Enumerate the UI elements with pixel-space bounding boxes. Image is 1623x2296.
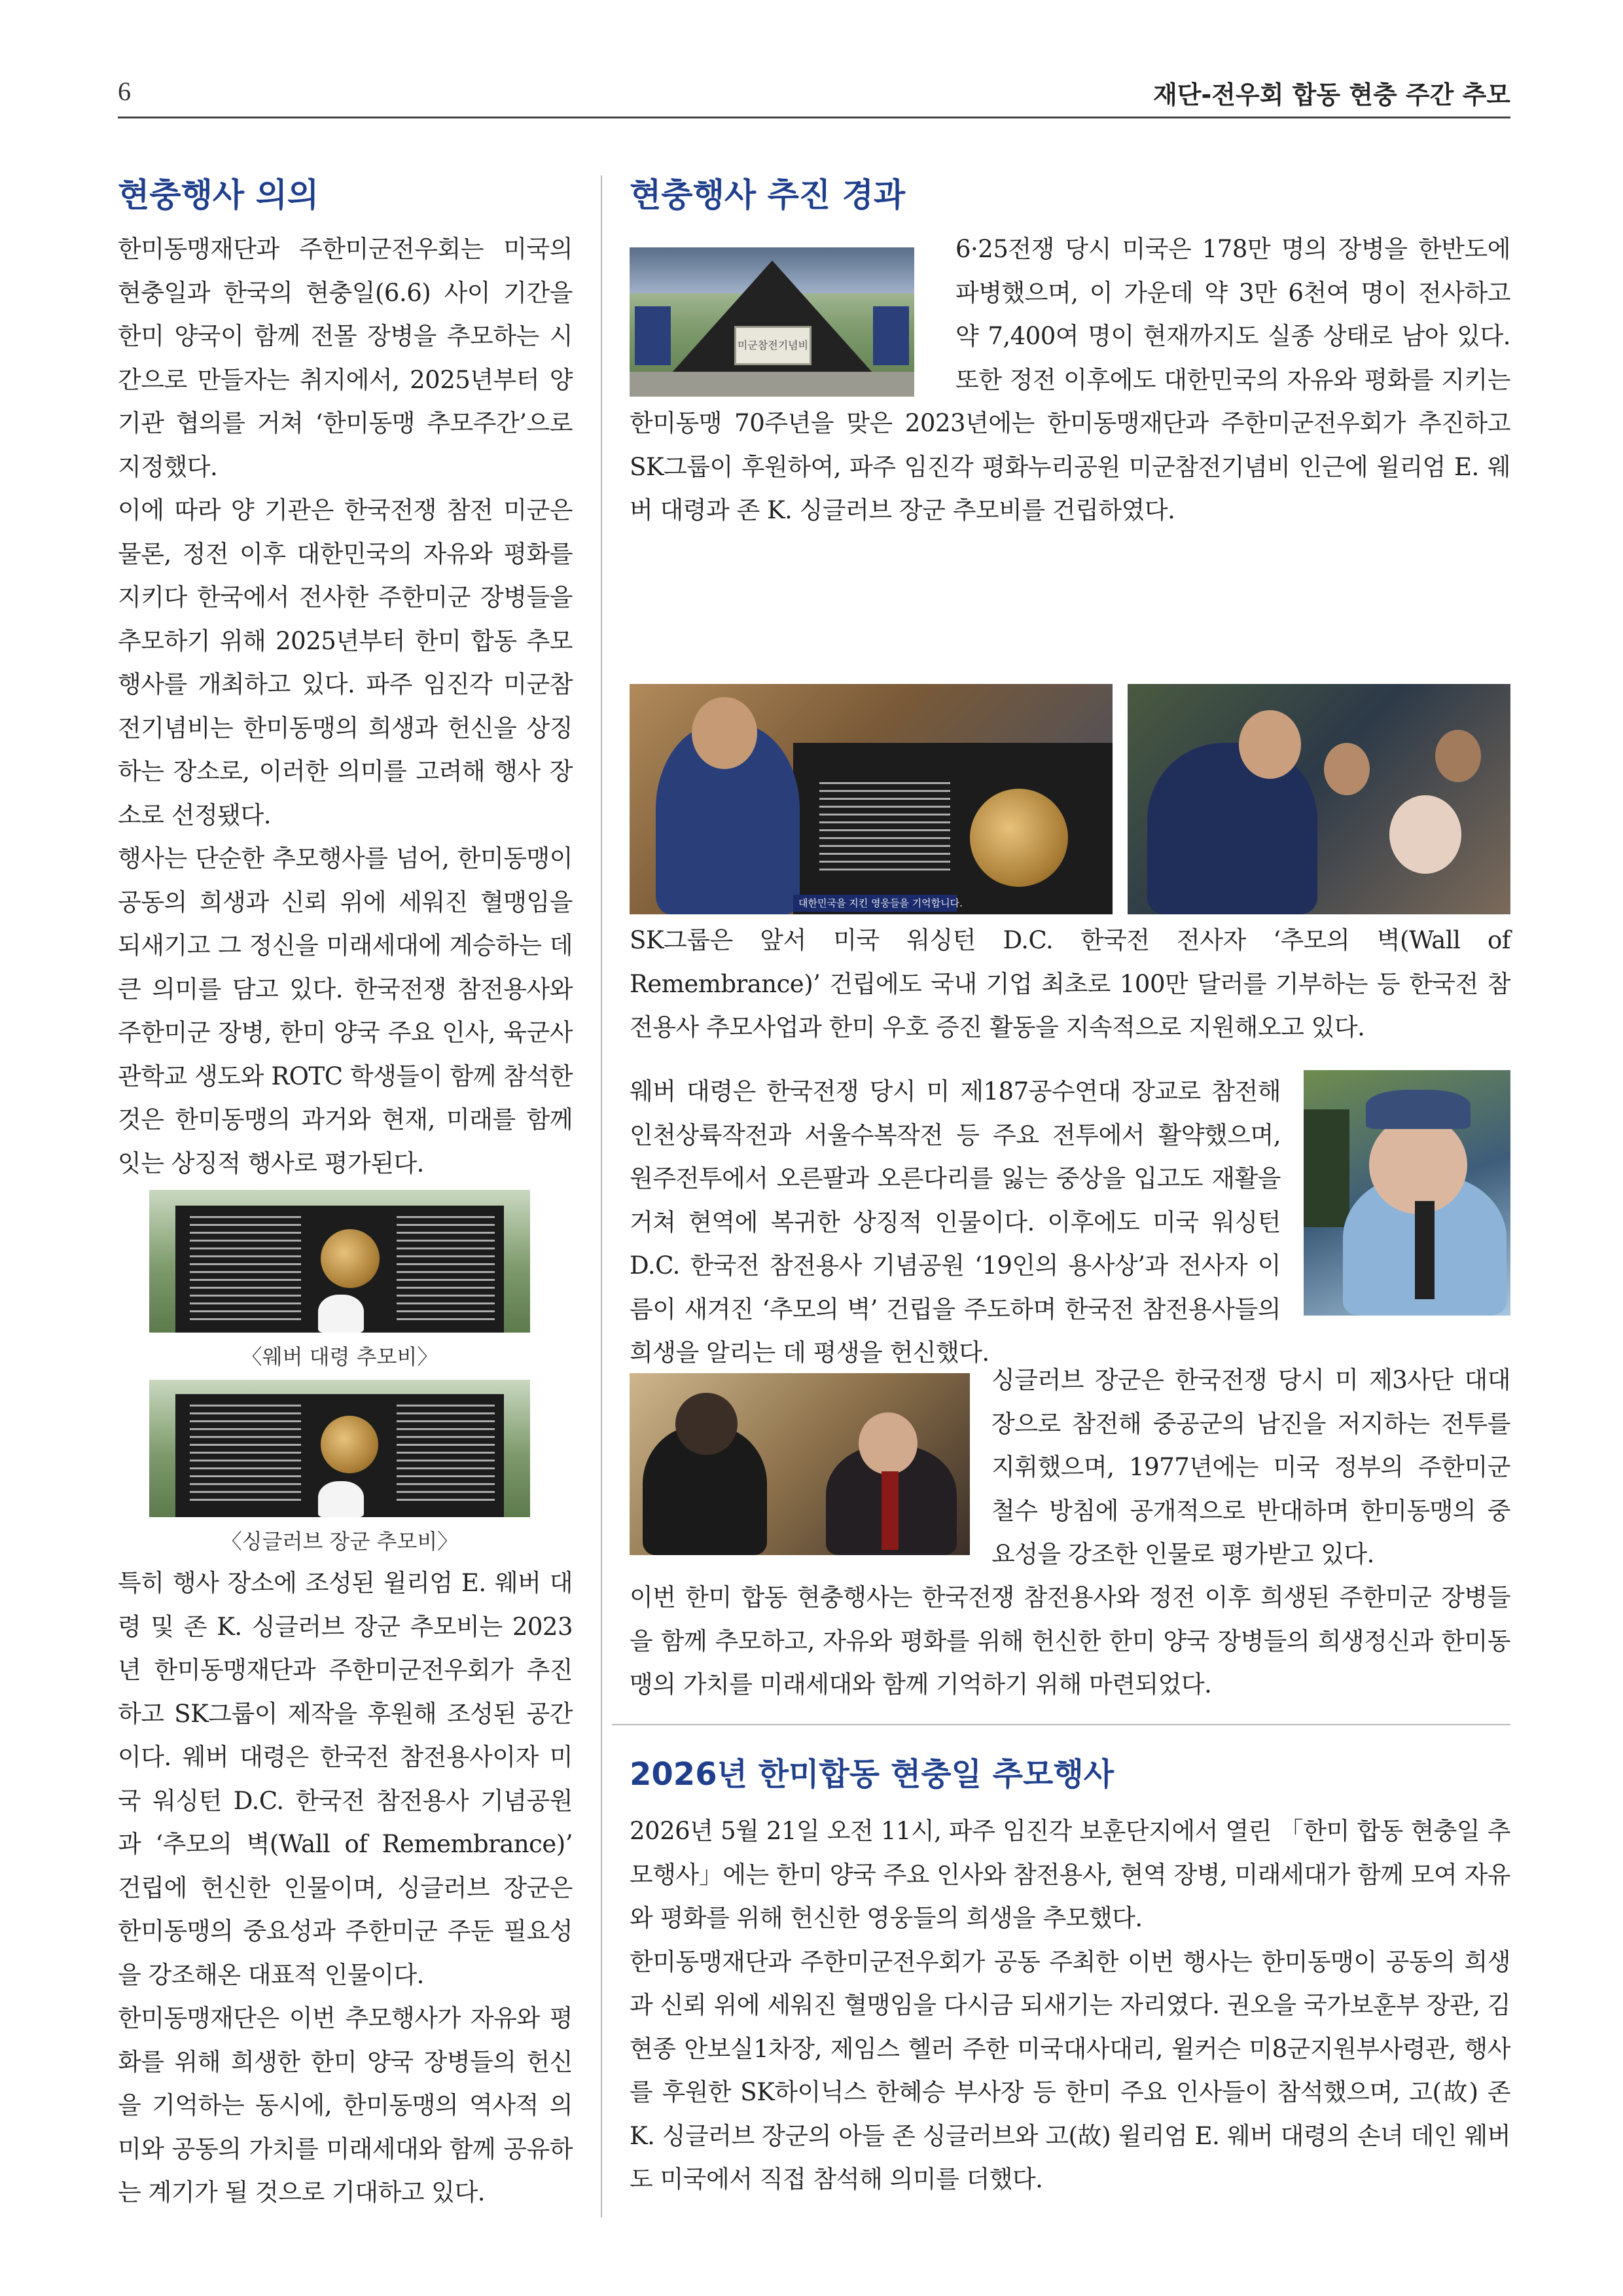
greeting-veterans-photo bbox=[1128, 684, 1510, 914]
paragraph: SK그룹은 앞서 미국 워싱턴 D.C. 한국전 전사자 ‘추모의 벽(Wall of Remembrance)’ 건립에도 국내 기업 최초로 100만 달러를 기부하는 등 한국전 참전용사 추모사업과 한미 우호 증진 활동을 지속적으로 지원해오고 있다. bbox=[630, 926, 1510, 1041]
caption-singlaub-memorial: 〈싱글러브 장군 추모비〉 bbox=[221, 1529, 459, 1554]
section-divider bbox=[612, 1724, 1510, 1725]
right-intro-float-text bbox=[955, 228, 1510, 402]
weber-memorial-photo bbox=[149, 1190, 530, 1333]
paragraph: 특히 행사 장소에 조성된 윌리엄 E. 웨버 대령 및 존 K. 싱글러브 장군 추모비는 2023년 한미동맹재단과 주한미군전우회가 추진하고 SK그룹이 제작을 후원해 조성된 공간이다. 웨버 대령은 한국전 참전용사이자 미국 워싱턴 D.C. 한국전 참전용사 기념공원과 ‘추모의 벽(Wall of Remembrance)’ 건립에 헌신한 인물이며, 싱글러브 장군은 한미동맹의 중요성과 주한미군 주둔 필요성을 강조해온 대표적 인물이다. bbox=[118, 1569, 573, 1989]
caption-weber-memorial: 〈웨버 대령 추모비〉 bbox=[241, 1344, 438, 1369]
left-text-block-2 bbox=[118, 1562, 573, 2215]
page-header bbox=[118, 71, 1510, 118]
right-weber-float-text bbox=[630, 1070, 1281, 1375]
right-text-block-2 bbox=[630, 919, 1510, 1050]
right-singlaub-float-text bbox=[991, 1359, 1510, 1577]
paragraph: 이에 따라 양 기관은 한국전쟁 참전 미군은 물론, 정전 이후 대한민국의 자유와 평화를 지키다 한국에서 전사한 주한미군 장병들을 추모하기 위해 2025년부터 한미 합동 추모행사를 개최하고 있다. 파주 임진각 미군참전기념비는 한미동맹의 희생과 헌신을 상징하는 장소로, 이러한 의미를 고려해 행사 장소로 선정됐다. bbox=[118, 496, 573, 829]
memorial-sign-text: 미군참전기념비 bbox=[737, 339, 809, 351]
paragraph: 한미동맹재단과 주한미군전우회가 공동 주최한 이번 행사는 한미동맹이 공동의 희생과 신뢰 위에 세워진 혈맹임을 다시금 되새기는 자리였다. 권오을 국가보훈부 장관, 김현종 안보실1차장, 제임스 헬러 주한 미국대사대리, 윌커슨 미8군지원부사령관, 행사를 후원한 SK하이닉스 한혜승 부사장 등 한미 주요 인사들이 참석했으며, 고(故) 존 K. 싱글러브 장군의 아들 존 싱글러브와 고(故) 윌리엄 E. 웨버 대령의 손녀 데인 웨버도 미국에서 직접 참석해 의미를 더했다. bbox=[630, 1947, 1510, 2193]
singlaub-memorial-photo bbox=[149, 1380, 530, 1517]
paragraph: 한미동맹재단과 주한미군전우회는 미국의 현충일과 한국의 현충일(6.6) 사이 기간을 한미 양국이 함께 전몰 장병을 추모하는 시간으로 만들자는 취지에서, 2025년부터 양 기관 협의를 거쳐 ‘한미동맹 추모주간’으로 지정했다. bbox=[118, 235, 573, 481]
column-divider bbox=[601, 175, 602, 2217]
banner-text: 대한민국을 지킨 영웅들을 기억합니다. bbox=[798, 897, 963, 909]
paragraph: 한미동맹재단은 이번 추모행사가 자유와 평화를 위해 희생한 한미 양국 장병들의 헌신을 기억하는 동시에, 한미동맹의 역사적 의미와 공동의 가치를 미래세대와 함께 공유하는 계기가 될 것으로 기대하고 있다. bbox=[118, 2004, 573, 2206]
paragraph: 웨버 대령은 한국전쟁 당시 미 제187공수연대 장교로 참전해 인천상륙작전과 서울수복작전 등 주요 전투에서 활약했으며, 원주전투에서 오른팔과 오른다리를 잃는 중상을 입고도 재활을 거쳐 현역에 복귀한 상징적 인물이다. 이후에도 미국 워싱턴 D.C. 한국전 참전용사 기념공원 ‘19인의 용사상’과 전사자 이름이 새겨진 ‘추모의 벽’ 건립을 주도하며 한국전 참전용사들의 희생을 알리는 데 평생을 헌신했다. bbox=[630, 1077, 1281, 1367]
paragraph: 행사는 단순한 추모행사를 넘어, 한미동맹이 공동의 희생과 신뢰 위에 세워진 혈맹임을 되새기고 그 정신을 미래세대에 계승하는 데 큰 의미를 담고 있다. 한국전쟁 참전용사와 주한미군 장병, 한미 양국 주요 인사, 육군사관학교 생도와 ROTC 학생들이 함께 참석한 것은 한미동맹의 과거와 현재, 미래를 함께 잇는 상징적 행사로 평가된다. bbox=[118, 844, 573, 1177]
singlaub-salute-photo bbox=[630, 1373, 970, 1555]
page-number: 6 bbox=[118, 77, 131, 106]
paragraph: 한미동맹 70주년을 맞은 2023년에는 한미동맹재단과 주한미군전우회가 추진하고 SK그룹이 후원하여, 파주 임진각 평화누리공원 미군참전기념비 인근에 윌리엄 E. 웨버 대령과 존 K. 싱글러브 장군 추모비를 건립하였다. bbox=[630, 409, 1510, 524]
section-title-2026-event: 2026년 한미합동 현충일 추모행사 bbox=[630, 1756, 1115, 1793]
section-title-significance: 현충행사 의의 bbox=[118, 176, 319, 214]
section-title-progress: 현충행사 추진 경과 bbox=[630, 176, 906, 214]
right-text-block-4 bbox=[630, 1810, 1510, 2202]
paragraph: 싱글러브 장군은 한국전쟁 당시 미 제3사단 대대장으로 참전해 중공군의 남진을 저지하는 전투를 지휘했으며, 1977년에는 미국 정부의 주한미군 철수 방침에 공개적으로 반대하며 한미동맹의 중요성을 강조한 인물로 평가받고 있다. bbox=[991, 1366, 1510, 1568]
weber-veteran-photo bbox=[1304, 1070, 1510, 1316]
paragraph: 6·25전쟁 당시 미국은 178만 명의 장병을 한반도에 파병했으며, 이 가운데 약 3만 6천여 명이 전사하고 약 7,400여 명이 현재까지도 실종 상태로 남아 있다. 또한 정전 이후에도 대한민국의 자유와 평화를 지키는 bbox=[955, 235, 1510, 394]
paragraph: 이번 한미 합동 현충행사는 한국전쟁 참전용사와 정전 이후 희생된 주한미군 장병들을 함께 추모하고, 자유와 평화를 위해 헌신한 한미 양국 장병들의 희생정신과 한미동맹의 가치를 미래세대와 함께 기억하기 위해 마련되었다. bbox=[630, 1583, 1510, 1698]
right-text-block-1 bbox=[630, 402, 1510, 533]
running-title: 재단-전우회 합동 현충 주간 추모 bbox=[1153, 81, 1510, 109]
speech-photo bbox=[630, 684, 1113, 914]
paragraph: 2026년 5월 21일 오전 11시, 파주 임진각 보훈단지에서 열린 「한미 합동 현충일 추모행사」에는 한미 양국 주요 인사와 참전용사, 현역 장병, 미래세대가 함께 모여 자유와 평화를 위해 헌신한 영웅들의 희생을 추모했다. bbox=[630, 1817, 1510, 1932]
left-text-block-1 bbox=[118, 228, 573, 1185]
memorial-site-photo bbox=[630, 247, 914, 397]
right-text-block-3 bbox=[630, 1576, 1510, 1707]
